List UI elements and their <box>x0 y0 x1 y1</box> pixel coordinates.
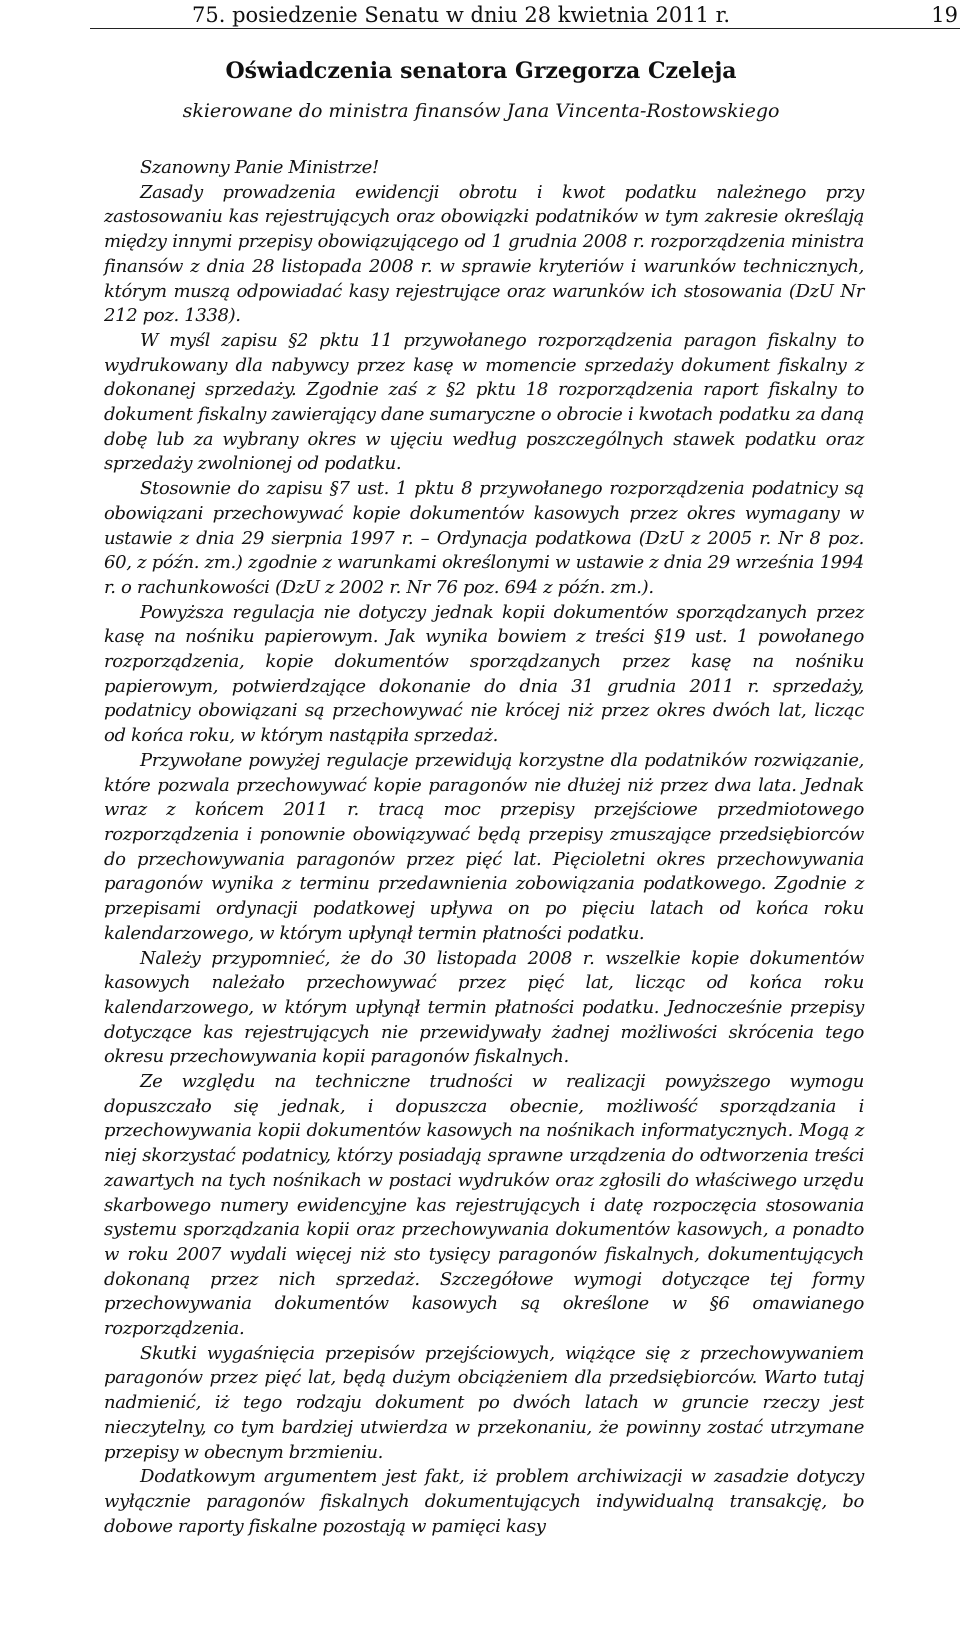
salutation: Szanowny Panie Ministrze! <box>140 157 379 178</box>
body-text <box>104 156 864 1539</box>
running-header <box>90 2 960 29</box>
header-title: 75. posiedzenie Senatu w dniu 28 kwietnia 2011 r. <box>192 3 731 27</box>
paragraph: Przywołane powyżej regulacje przewidują korzystne dla podatników rozwiązanie, które pozwala przechowywać kopie paragonów nie dłużej niż przez dwa lata. Jednak wraz z końcem 2011 r. tracą moc przepisy przejściowe przedmiotowego rozporządzenia i ponownie obowiązywać będą przepisy zmuszające przedsiębiorców do przechowywania paragonów przez pięć lat. Pięcioletni okres przechowywania paragonów wynika z terminu przedawnienia zobowiązania podatkowego. Zgodnie z przepisami ordynacji podatkowej upływa on po pięciu latach od końca roku kalendarzowego, w którym upłynął termin płatności podatku. <box>104 749 864 944</box>
page-number: 19 <box>931 3 958 27</box>
document-subtitle: skierowane do ministra finansów Jana Vincenta-Rostowskiego <box>182 100 780 122</box>
paragraph: W myśl zapisu §2 pktu 11 przywołanego rozporządzenia paragon fiskalny to wydrukowany dla nabywcy przez kasę w momencie sprzedaży dokument fiskalny z dokonanej sprzedaży. Zgodnie zaś z §2 pktu 18 rozporządzenia raport fiskalny to dokument fiskalny zawierający dane sumaryczne o obrocie i kwotach podatku za daną dobę lub za wybrany okres w ujęciu według poszczególnych stawek podatku oraz sprzedaży zwolnionej od podatku. <box>104 329 864 475</box>
paragraph: Zasady prowadzenia ewidencji obrotu i kwot podatku należnego przy zastosowaniu kas rejestrujących oraz obowiązki podatników w tym zakresie określają między innymi przepisy obowiązującego od 1 grudnia 2008 r. rozporządzenia ministra finansów z dnia 28 listopada 2008 r. w sprawie kryteriów i warunków technicznych, którym muszą odpowiadać kasy rejestrujące oraz warunków ich stosowania (DzU Nr 212 poz. 1338). <box>104 181 864 327</box>
paragraph: Należy przypomnieć, że do 30 listopada 2008 r. wszelkie kopie dokumentów kasowych należało przechowywać przez pięć lat, licząc od końca roku kalendarzowego, w którym upłynął termin płatności podatku. Jednocześnie przepisy dotyczące kas rejestrujących nie przewidywały żadnej możliwości skrócenia tego okresu przechowywania kopii paragonów fiskalnych. <box>104 947 864 1068</box>
paragraph: Stosownie do zapisu §7 ust. 1 pktu 8 przywołanego rozporządzenia podatnicy są obowiązani przechowywać kopie dokumentów kasowych przez okres wymagany w ustawie z dnia 29 sierpnia 1997 r. – Ordynacja podatkowa (DzU z 2005 r. Nr 8 poz. 60, z późn. zm.) zgodnie z warunkami określonymi w ustawie z dnia 29 września 1994 r. o rachunkowości (DzU z 2002 r. Nr 76 poz. 694 z późn. zm.). <box>104 478 864 598</box>
paragraph: Dodatkowym argumentem jest fakt, iż problem archiwizacji w zasadzie dotyczy wyłącznie paragonów fiskalnych dokumentujących indywidualną transakcję, bo dobowe raporty fiskalne pozostają w pamięci kasy <box>104 1466 864 1537</box>
paragraph: Powyższa regulacja nie dotyczy jednak kopii dokumentów sporządzanych przez kasę na nośniku papierowym. Jak wynika bowiem z treści §19 ust. 1 powołanego rozporządzenia, kopie dokumentów sporządzanych przez kasę na nośniku papierowym, potwierdzające dokonanie do dnia 31 grudnia 2011 r. sprzedaży, podatnicy obowiązani są przechowywać nie krócej niż przez okres dwóch lat, licząc od końca roku, w którym nastąpiła sprzedaż. <box>104 601 864 747</box>
paragraph: Skutki wygaśnięcia przepisów przejściowych, wiążące się z przechowywaniem paragonów przez pięć lat, będą dużym obciążeniem dla przedsiębiorców. Warto tutaj nadmienić, iż tego rodzaju dokument po dwóch latach w gruncie rzeczy jest nieczytelny, co tym bardziej utwierdza w przekonaniu, że powinny zostać utrzymane przepisy w obecnym brzmieniu. <box>104 1342 864 1463</box>
paragraph: Ze względu na techniczne trudności w realizacji powyższego wymogu dopuszczało się jednak, i dopuszcza obecnie, możliwość sporządzania i przechowywania kopii dokumentów kasowych na nośnikach informatycznych. Mogą z niej skorzystać podatnicy, którzy posiadają sprawne urządzenia do odtworzenia treści zawartych na tych nośnikach w postaci wydruków oraz zgłosili do właściwego urzędu skarbowego numery ewidencyjne kas rejestrujących i datę rozpoczęcia stosowania systemu sporządzania kopii oraz przechowywania dokumentów kasowych, a ponadto w roku 2007 wydali więcej niż sto tysięcy paragonów fiskalnych, dokumentujących dokonaną przez nich sprzedaż. Szczegółowe wymogi dotyczące tej formy przechowywania dokumentów kasowych są określone w §6 omawianego rozporządzenia. <box>104 1071 864 1340</box>
document-title: Oświadczenia senatora Grzegorza Czeleja <box>225 58 737 84</box>
